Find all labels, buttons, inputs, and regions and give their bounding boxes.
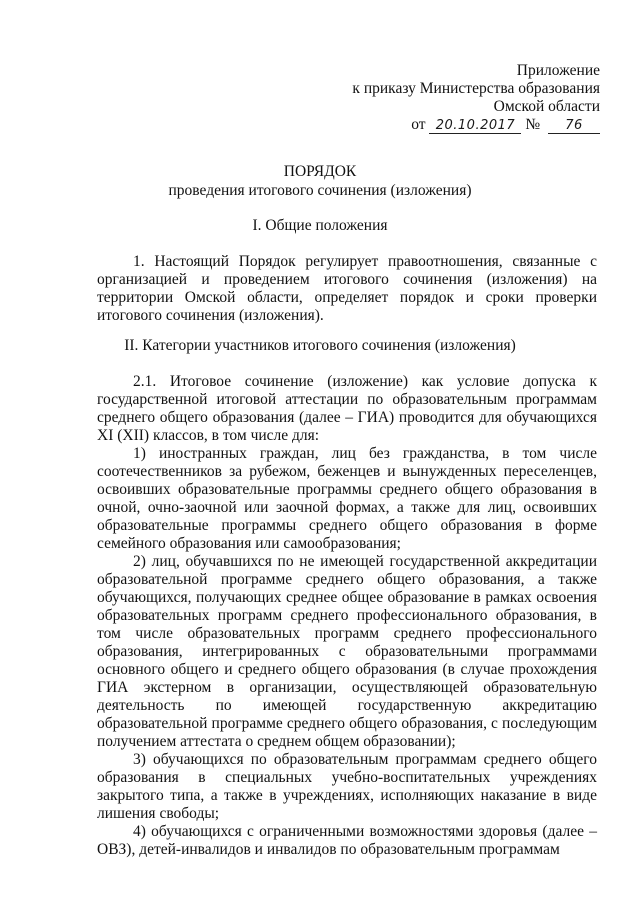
appendix-header [352, 62, 600, 134]
date-label: от [411, 116, 426, 133]
section-participants-body [97, 373, 597, 859]
document-title: ПОРЯДОК [283, 163, 357, 180]
handwritten-number: 76 [548, 118, 600, 134]
number-label: № [525, 116, 541, 133]
document-subtitle: проведения итогового сочинения (изложения) [168, 182, 472, 199]
list-item-3: 3) обучающихся по образовательным программам среднего общего образования в специальных учебно-воспитательных учреждениях закрытого типа, а также в учреждениях, исполняющих наказание в виде лишения свободы; [97, 751, 597, 822]
list-item-1: 1) иностранных граждан, лиц без гражданства, в том числе соотечественников за рубежом, беженцев и вынужденных переселенцев, освоивших образовательные программы среднего общего образования в очной, очно-заочной или заочной формах, а также для лиц, освоивших образовательные программы среднего общего образования в форме семейного образования или самообразования; [97, 445, 597, 552]
section-heading-general: I. Общие положения [252, 217, 388, 234]
section-heading-participants: II. Категории участников итогового сочинения (изложения) [124, 337, 516, 354]
list-item-2: 2) лиц, обучавшихся по не имеющей государственной аккредитации образовательной программе среднего общего образования, а также обучающихся, получающих среднее общее образование в рамках освоения образовательных программ среднего профессионального образования, в том числе образовательных программ среднего профессионального образования, интегрированных с образовательными программами основного общего и среднего общего образования (в случае прохождения ГИА экстерном в организации, осуществляющей образовательную деятельность по имеющей государственную аккредитацию образовательной программе среднего общего образования, с последующим получением аттестата о среднем общем образовании); [97, 553, 597, 750]
list-item-4: 4) обучающихся с ограниченными возможностями здоровья (далее – ОВЗ), детей-инвалидов и инвалидов по образовательным программам [97, 823, 597, 858]
section-general-body [97, 253, 597, 325]
paragraph-1: 1. Настоящий Порядок регулирует правоотношения, связанные с организацией и проведением итогового сочинения (изложения) на территории Омской области, определяет порядок и сроки проверки итогового сочинения (изложения). [97, 253, 597, 324]
paragraph-2-1: 2.1. Итоговое сочинение (изложение) как условие допуска к государственной итоговой аттестации по образовательным программам среднего общего образования (далее – ГИА) проводится для обучающихся XI (XII) классов, в том числе для: [97, 373, 597, 444]
appendix-label: Приложение [516, 62, 600, 79]
order-date-number-line [352, 116, 600, 134]
handwritten-date: 20.10.2017 [429, 118, 521, 134]
order-reference: к приказу Министерства образования [352, 80, 600, 97]
region-name: Омской области [493, 98, 600, 115]
